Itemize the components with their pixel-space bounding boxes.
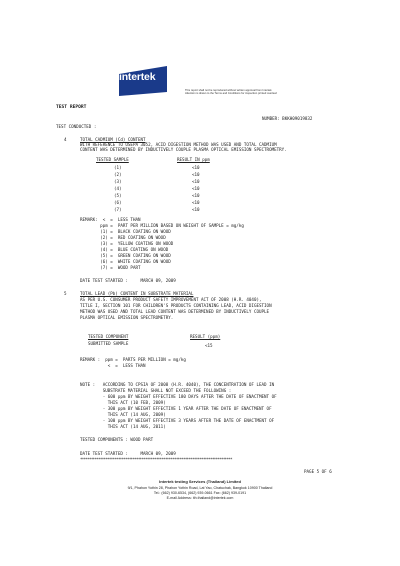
cd-remark-9: (7) = WOOD PART [80, 265, 141, 270]
footer-email: E-mail Address: ith.thailand@intertek.com [166, 496, 234, 500]
pb-date-started: DATE TEST STARTED : MARCH 09, 2009 [80, 451, 176, 456]
cd-remark-3: (1) = BLACK COATING ON WOOD [80, 229, 171, 234]
separator-line: ************************************************************************************ [80, 457, 232, 462]
cd-col-result: RESULT IN ppm [177, 157, 210, 162]
cd-sample-3: (3) [114, 179, 122, 184]
pb-note-6: THIS ACT (14 AUG, 2009) [80, 412, 166, 417]
section-4-title: TOTAL CADMIUM (Cd) CONTENT [80, 137, 146, 142]
footer-company: Intertek testing Services (Thailand) Limited [159, 479, 241, 484]
logo-text: intertek [119, 71, 156, 83]
pb-note-7: - 100 ppm BY WEIGHT EFFECTIVE 3 YEARS AFTER THE DATE OF ENACTMENT OF [80, 418, 275, 423]
pb-col-result: RESULT (ppm) [190, 334, 221, 339]
pb-submitted-result: <15 [205, 343, 213, 348]
cd-result-6: <10 [192, 200, 200, 205]
page-number: PAGE 5 OF 6 [304, 469, 332, 474]
report-title: TEST REPORT [56, 105, 87, 110]
cd-result-5: <10 [192, 193, 200, 198]
report-number: NUMBER: BKKH09019832 [262, 116, 313, 121]
footer-phone: Tel.: (662) 930-6534, (662) 939-0661 Fax: (662) 939-0191 [153, 491, 247, 495]
section-4-line-1: WITH REFERENCE TO USEPA 3052, ACID DIGESTION METHOD WAS USED AND TOTAL CADMIUM [80, 142, 277, 147]
pb-tested-components: TESTED COMPONENTS : WOOD PART [80, 437, 154, 442]
cd-remark-1: REMARK: < = LESS THAN [80, 217, 141, 222]
pb-note-3: - 600 ppm BY WEIGHT EFFECTIVE 180 DAYS AFTER THE DATE OF ENACTMENT OF [80, 394, 277, 399]
pb-remark-2: < = LESS THAN [80, 363, 146, 368]
pb-col-component: TESTED COMPONENT [88, 334, 129, 339]
section-5-line-2: TITLE I, SECTION 101 FOR CHILDREN'S PRODUCTS CONTAINING LEAD, ACID DIGESTION [80, 303, 272, 308]
cd-sample-6: (6) [114, 200, 122, 205]
cd-remark-5: (3) = YELLOW COATING ON WOOD [80, 241, 174, 246]
pb-note-4: THIS ACT (10 FEB, 2009) [80, 400, 166, 405]
pb-note-8: THIS ACT (14 AUG, 2011) [80, 424, 166, 429]
cd-sample-7: (7) [114, 207, 122, 212]
section-4-line-2: CONTENT WAS DETERMINED BY INDUCTIVELY COUPLE PLASMA OPTICAL EMISSION SPECTROMETRY. [80, 147, 287, 152]
cd-sample-2: (2) [114, 172, 122, 177]
cd-remark-8: (6) = WHITE COATING ON WOOD [80, 259, 171, 264]
cd-sample-1: (1) [114, 165, 122, 170]
cd-remark-6: (4) = BLUE COATING ON WOOD [80, 247, 169, 252]
pb-submitted-sample: SUBMITTED SAMPLE [88, 341, 129, 346]
section-5-title: TOTAL LEAD (Pb) CONTENT IN SUBSTRATE MATERIAL [80, 291, 194, 296]
cd-remark-4: (2) = RED COATING ON WOOD [80, 235, 166, 240]
cd-date-started: DATE TEST STARTED : MARCH 09, 2009 [80, 278, 176, 283]
notice-line-2: Attention is drawn to the Terms and Conditions for inspection printed overleaf. [185, 92, 278, 95]
cd-remark-7: (5) = GREEN COATING ON WOOD [80, 253, 171, 258]
footer-address: 9/1, Phahon Yothin 28, Phahon Yothin Road, Lat Yao, Chatuchak, Bangkok 10900 Thailand [127, 486, 273, 490]
section-5-line-4: PLASMA OPTICAL EMISSION SPECTROMETRY. [80, 315, 174, 320]
section-4-number: 4 [64, 137, 67, 142]
test-conducted-label: TEST CONDUCTED : [56, 124, 97, 129]
section-5-line-3: METHOD WAS USED AND TOTAL LEAD CONTENT WAS DETERMINED BY INDUCTIVELY COUPLE [80, 309, 270, 314]
cd-result-2: <10 [192, 172, 200, 177]
cd-sample-5: (5) [114, 193, 122, 198]
pb-note-5: - 300 ppm BY WEIGHT EFFECTIVE 1 YEAR AFTER THE DATE OF ENACTMENT OF [80, 406, 272, 411]
cd-result-3: <10 [192, 179, 200, 184]
cd-remark-2: ppm = PART PER MILLION BASED ON WEIGHT OF SAMPLE = mg/kg [80, 223, 244, 228]
cd-col-sample: TESTED SAMPLE [96, 157, 129, 162]
cd-sample-4: (4) [114, 186, 122, 191]
pb-note-1: NOTE : ACCORDING TO CPSIA OF 2008 (H.R. 4040), THE CONCENTRATION OF LEAD IN [80, 382, 275, 387]
cd-result-4: <10 [192, 186, 200, 191]
cd-result-7: <10 [192, 207, 200, 212]
notice-line-1: This report shall not be reproduced without written approval from Intertek. [185, 89, 273, 92]
cd-result-1: <10 [192, 165, 200, 170]
section-5-line-1: AS PER U.S. CONSUMER PRODUCT SAFETY IMPROVEMENT ACT OF 2008 (H.R. 4040), [80, 297, 262, 302]
section-5-number: 5 [64, 291, 67, 296]
pb-remark-1: REMARK : ppm = PARTS PER MILLION = mg/kg [80, 357, 186, 362]
pb-note-2: SUBSTRATE MATERIAL SHALL NOT EXCEED THE FOLLOWING : [80, 388, 232, 393]
